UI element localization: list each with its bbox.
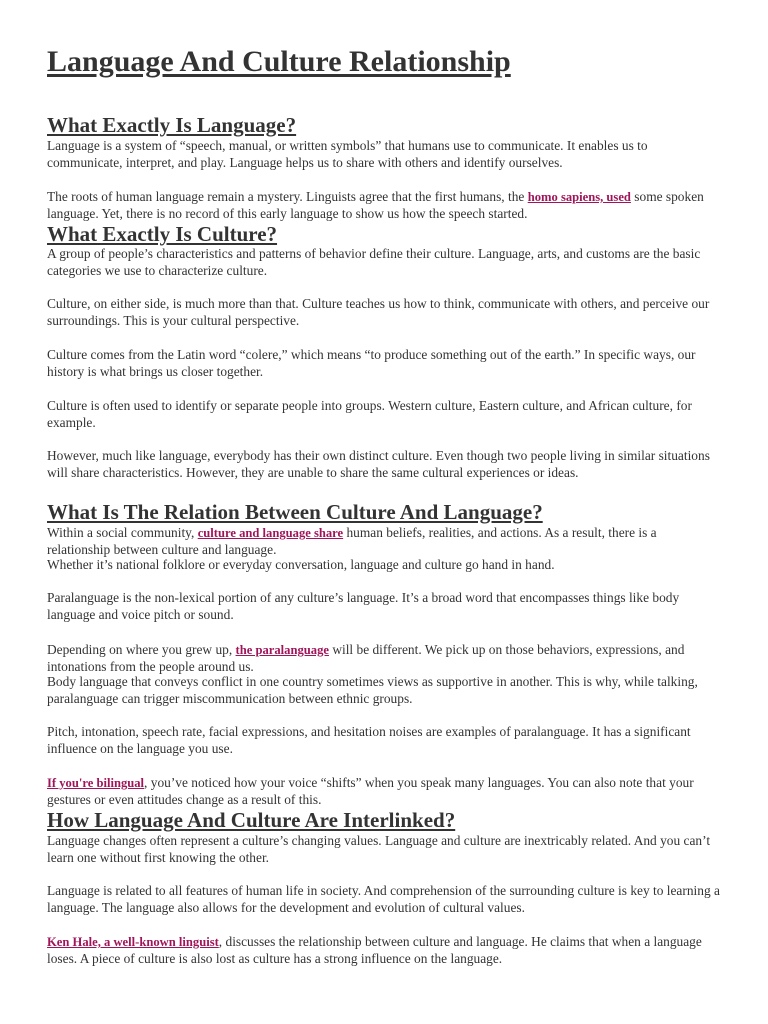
paragraph — [47, 642, 723, 675]
link-if-youre-bilingual[interactable]: If you're bilingual — [47, 776, 145, 790]
section-heading-interlinked: How Language And Culture Are Interlinked? — [47, 808, 456, 832]
paragraph-text: , you’ve noticed how your voice “shifts” when you speak many languages. You can also note that your gestures or even attitudes change as a result of this. — [47, 775, 694, 807]
paragraph: Culture is often used to identify or separate people into groups. Western culture, Eastern culture, and African culture, for example. — [47, 398, 692, 430]
paragraph: Language changes often represent a culture’s changing values. Language and culture are inextricably related. And you can’t learn one without first knowing the other. — [47, 833, 711, 865]
paragraph: Pitch, intonation, speech rate, facial expressions, and hesitation noises are examples of paralanguage. It has a significant influence on the language you use. — [47, 724, 691, 756]
link-homo-sapiens[interactable]: homo sapiens, used — [527, 190, 631, 204]
paragraph: However, much like language, everybody has their own distinct culture. Even though two people living in similar situations will share characteristics. However, they are unable to share the same cultural experiences or ideas. — [47, 448, 710, 480]
section-heading-relation: What Is The Relation Between Culture And Language? — [47, 500, 543, 524]
paragraph — [47, 934, 723, 967]
paragraph: Language is a system of “speech, manual, or written symbols” that humans use to communicate. It enables us to communicate, interpret, and play. Language helps us to share with others and identify ourselves. — [47, 138, 648, 170]
paragraph-text: human beliefs, realities, and actions. As a result, there is a relationship between culture and language. — [47, 525, 657, 557]
paragraph-text: Depending on where you grew up, — [47, 642, 236, 657]
paragraph: Whether it’s national folklore or everyday conversation, language and culture go hand in hand. — [47, 557, 555, 572]
link-ken-hale[interactable]: Ken Hale, a well-known linguist — [47, 935, 219, 949]
paragraph — [47, 775, 723, 808]
paragraph: A group of people’s characteristics and patterns of behavior define their culture. Language, arts, and customs are the basic categories we use to characterize culture. — [47, 246, 701, 278]
link-the-paralanguage[interactable]: the paralanguage — [235, 643, 329, 657]
paragraph: Culture, on either side, is much more than that. Culture teaches us how to think, communicate with others, and perceive our surroundings. This is your cultural perspective. — [47, 296, 710, 328]
link-culture-and-language-share[interactable]: culture and language share — [197, 526, 344, 540]
paragraph: Paralanguage is the non-lexical portion of any culture’s language. It’s a broad word that encompasses things like body language and voice pitch or sound. — [47, 590, 680, 622]
paragraph: Body language that conveys conflict in one country sometimes views as supportive in another. This is why, while talking, paralanguage can trigger miscommunication between ethnic groups. — [47, 674, 698, 706]
paragraph-text: , discusses the relationship between culture and language. He claims that when a language loses. A piece of culture is also lost as culture has a strong influence on the language. — [47, 934, 702, 966]
paragraph-text: Within a social community, — [47, 525, 198, 540]
paragraph: Culture comes from the Latin word “colere,” which means “to produce something out of the earth.” In specific ways, our history is what brings us closer together. — [47, 347, 696, 379]
paragraph-text: some spoken language. Yet, there is no record of this early language to show us how the speech started. — [47, 189, 704, 221]
paragraph: Language is related to all features of human life in society. And comprehension of the surrounding culture is key to learning a language. The language also allows for the development and evolution of cultural values. — [47, 883, 720, 915]
paragraph — [47, 525, 723, 558]
section-heading-culture: What Exactly Is Culture? — [47, 222, 278, 246]
page-title: Language And Culture Relationship — [47, 45, 511, 78]
paragraph — [47, 189, 723, 222]
section-heading-language: What Exactly Is Language? — [47, 113, 297, 137]
paragraph-text: will be different. We pick up on those behaviors, expressions, and intonations from the people around us. — [47, 642, 685, 674]
paragraph-text: The roots of human language remain a mystery. Linguists agree that the first humans, the — [47, 189, 528, 204]
